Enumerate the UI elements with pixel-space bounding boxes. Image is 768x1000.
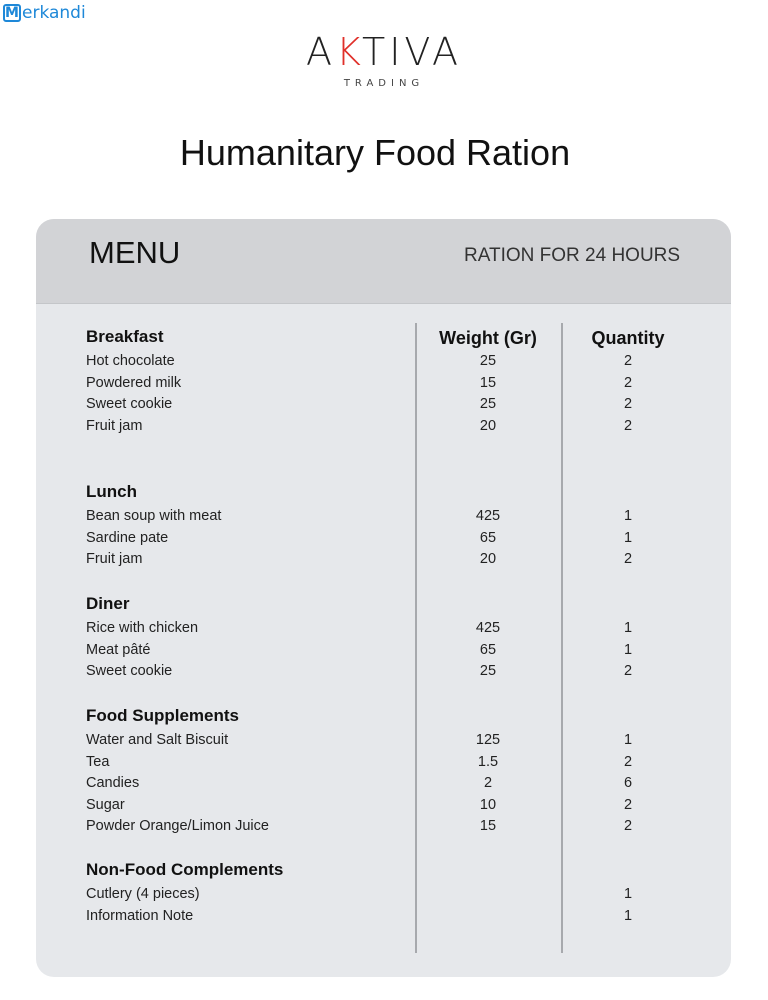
- aktiva-logo: [0, 30, 768, 89]
- item-weight: 15: [479, 374, 497, 391]
- watermark-initial: M: [3, 4, 21, 22]
- item-weight: 15: [479, 818, 497, 834]
- item-name: Information Note: [86, 907, 194, 924]
- item-quantity: 2: [623, 374, 633, 391]
- item-name: Water and Salt Biscuit: [86, 732, 229, 748]
- section-title: Non-Food Complements: [86, 860, 284, 879]
- item-weight: 10: [479, 796, 497, 813]
- menu-item-row: [36, 551, 731, 572]
- item-name: Hot chocolate: [86, 353, 175, 369]
- menu-card: [36, 219, 731, 977]
- menu-item-row: [36, 775, 731, 796]
- logo-letters-tiva: TIVA: [361, 30, 462, 74]
- item-weight: 25: [479, 663, 497, 679]
- item-weight: 2: [483, 775, 493, 791]
- menu-item-row: [36, 908, 731, 929]
- item-quantity: 2: [623, 396, 633, 412]
- item-quantity: 6: [623, 775, 633, 791]
- menu-item-row: [36, 396, 731, 417]
- item-weight: 65: [479, 529, 497, 546]
- watermark-text: erkandi: [22, 3, 86, 23]
- weight-column-header: Weight (Gr): [439, 328, 537, 348]
- merkandi-watermark: [3, 3, 86, 23]
- item-quantity: 1: [623, 907, 633, 924]
- item-quantity: 2: [623, 353, 633, 369]
- logo-letter-a: A: [306, 30, 337, 74]
- item-name: Powdered milk: [86, 374, 182, 391]
- page-title: Humanitary Food Ration: [179, 132, 571, 173]
- item-quantity: 1: [623, 620, 633, 636]
- item-quantity: 1: [623, 529, 633, 546]
- item-name: Powder Orange/Limon Juice: [86, 818, 269, 834]
- item-weight: 20: [479, 551, 497, 567]
- section-title: Breakfast: [86, 327, 164, 346]
- section-title: Diner: [86, 594, 130, 613]
- menu-item-row: [36, 754, 731, 775]
- item-quantity: 2: [623, 753, 633, 770]
- item-name: Rice with chicken: [86, 620, 199, 636]
- menu-item-row: [36, 663, 731, 684]
- menu-header: [36, 219, 731, 304]
- section-title: Food Supplements: [86, 706, 239, 725]
- item-name: Tea: [86, 753, 110, 770]
- item-quantity: 1: [623, 732, 633, 748]
- item-weight: 1.5: [477, 753, 499, 770]
- logo-letter-k: K: [336, 30, 362, 74]
- menu-item-row: [36, 642, 731, 663]
- item-quantity: 2: [623, 551, 633, 567]
- item-name: Sweet cookie: [86, 663, 173, 679]
- menu-item-row: [36, 353, 731, 374]
- item-quantity: 2: [623, 796, 633, 813]
- item-quantity: 2: [623, 417, 633, 434]
- item-quantity: 2: [623, 818, 633, 834]
- quantity-column-header: Quantity: [591, 328, 665, 348]
- section-title: Lunch: [86, 482, 137, 501]
- item-name: Fruit jam: [86, 417, 143, 434]
- item-weight: 125: [475, 732, 501, 748]
- item-weight: 425: [475, 508, 501, 524]
- menu-item-row: [36, 418, 731, 439]
- item-weight: 25: [479, 353, 497, 369]
- item-weight: 65: [479, 641, 497, 658]
- menu-item-row: [36, 620, 731, 641]
- menu-item-row: [36, 886, 731, 907]
- logo-wordmark: [0, 30, 768, 74]
- menu-item-row: [36, 818, 731, 839]
- menu-item-row: [36, 732, 731, 753]
- item-name: Sardine pate: [86, 529, 169, 546]
- item-name: Bean soup with meat: [86, 508, 222, 524]
- menu-label: MENU: [89, 235, 181, 270]
- item-quantity: 1: [623, 886, 633, 902]
- item-weight: 25: [479, 396, 497, 412]
- item-name: Fruit jam: [86, 551, 143, 567]
- logo-subtitle: TRADING: [343, 78, 425, 89]
- item-quantity: 1: [623, 508, 633, 524]
- item-name: Cutlery (4 pieces): [86, 886, 200, 902]
- ration-label: RATION FOR 24 HOURS: [464, 245, 681, 266]
- item-quantity: 2: [623, 663, 633, 679]
- item-name: Sugar: [86, 796, 125, 813]
- item-weight: 20: [479, 417, 497, 434]
- menu-item-row: [36, 530, 731, 551]
- menu-item-row: [36, 508, 731, 529]
- item-weight: 425: [475, 620, 501, 636]
- item-name: Sweet cookie: [86, 396, 173, 412]
- item-name: Meat pâté: [86, 641, 151, 658]
- item-name: Candies: [86, 775, 140, 791]
- menu-item-row: [36, 375, 731, 396]
- menu-item-row: [36, 797, 731, 818]
- item-quantity: 1: [623, 641, 633, 658]
